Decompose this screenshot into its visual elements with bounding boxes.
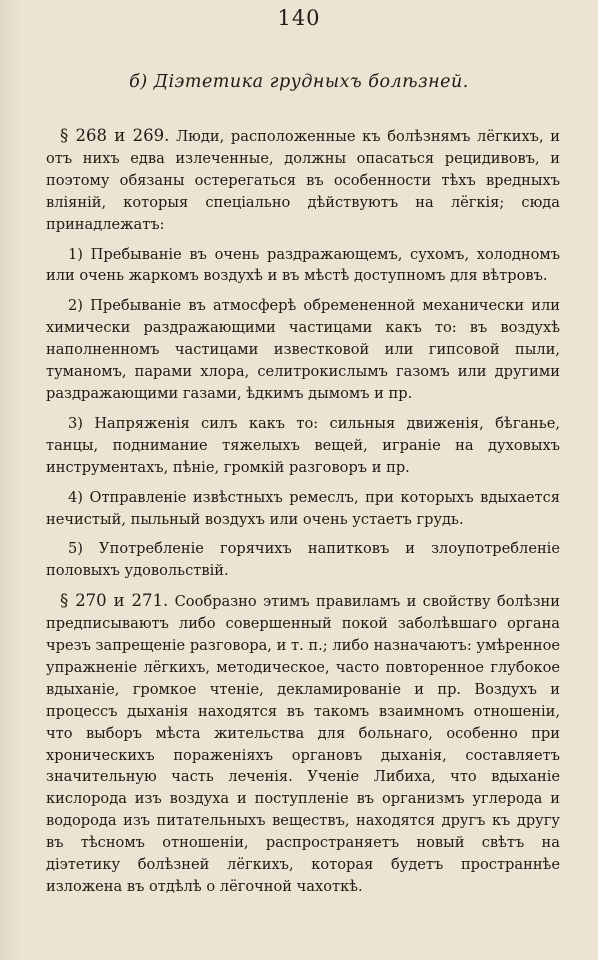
paragraph-5 (46, 538, 560, 582)
paragraph-text: Люди, расположенные къ болѣзнямъ лёгкихъ, и отъ нихъ едва излеченные, должны опасаться рецидивовъ, и поэтому обязаны остерегаться въ особенности тѣхъ вредныхъ вліяній, которыя спеціально дѣйствуютъ на лёгкія; сюда принадлежатъ: (46, 128, 561, 233)
body-text (46, 125, 560, 906)
paragraph-0 (46, 125, 560, 236)
section-title: б) Діэтетика грудныхъ болѣзней. (129, 72, 469, 92)
paragraph-2 (46, 295, 560, 405)
section-reference: § 268 и 269. (60, 126, 170, 145)
paragraph-text: 2) Пребываніе въ атмосферѣ обремененной механически или химически раздражающими частицами какъ то: въ воздухѣ наполненномъ частицами известковой или гипсовой пыли, туманомъ, парами хлора, селитрокислымъ газомъ или другими раздражающими газами, ѣдкимъ дымомъ и пр. (46, 297, 560, 402)
page-number: 140 (277, 6, 321, 30)
paragraph-4 (46, 487, 560, 531)
paragraph-6 (46, 590, 560, 898)
paragraph-3 (46, 413, 560, 479)
paragraph-text: 5) Употребленіе горячихъ напитковъ и злоупотребленіе половыхъ удовольствій. (46, 540, 560, 580)
paragraph-text: 3) Напряженія силъ какъ то: сильныя движенія, бѣганье, танцы, поднимание тяжелыхъ вещей, играніе на духовыхъ инструментахъ, пѣніе, громкій разговоръ и пр. (46, 414, 560, 476)
paragraph-text: Сообразно этимъ правиламъ и свойству болѣзни предписываютъ либо совершенный покой заболѣвшаго органа чрезъ запрещеніе разговора, и т. п.; либо назначаютъ: умѣренное упражненіе лёгкихъ, методическое, часто повторенное глубокое вдыханіе, громкое чтеніе, декламированіе и пр. Воздухъ и процессъ дыханія находятся въ такомъ взаимномъ отношеніи, что выборъ мѣста жительства для больнаго, особенно при хроническихъ пораженіяхъ органовъ дыханія, составляетъ значительную часть леченія. Ученіе Либиха, что вдыханіе кислорода изъ воздуха и поступленіе въ организмъ углерода и водорода изъ питательныхъ веществъ, находятся другъ къ другу въ тѣсномъ отношеніи, распространяетъ новый свѣтъ на діэтетику болѣзней лёгкихъ, которая будетъ пространнѣе изложена въ отдѣлѣ о лёгочной чахоткѣ. (46, 593, 560, 895)
paragraph-text: 4) Отправленіе извѣстныхъ ремеслъ, при которыхъ вдыхается нечистый, пыльный воздухъ или очень устаетъ грудь. (46, 488, 560, 528)
paragraph-1 (46, 244, 560, 288)
section-reference: § 270 и 271. (60, 591, 169, 611)
paragraph-text: 1) Пребываніе въ очень раздражающемъ, сухомъ, холодномъ или очень жаркомъ воздухѣ и въ мѣстѣ доступномъ для вѣтровъ. (46, 245, 560, 285)
